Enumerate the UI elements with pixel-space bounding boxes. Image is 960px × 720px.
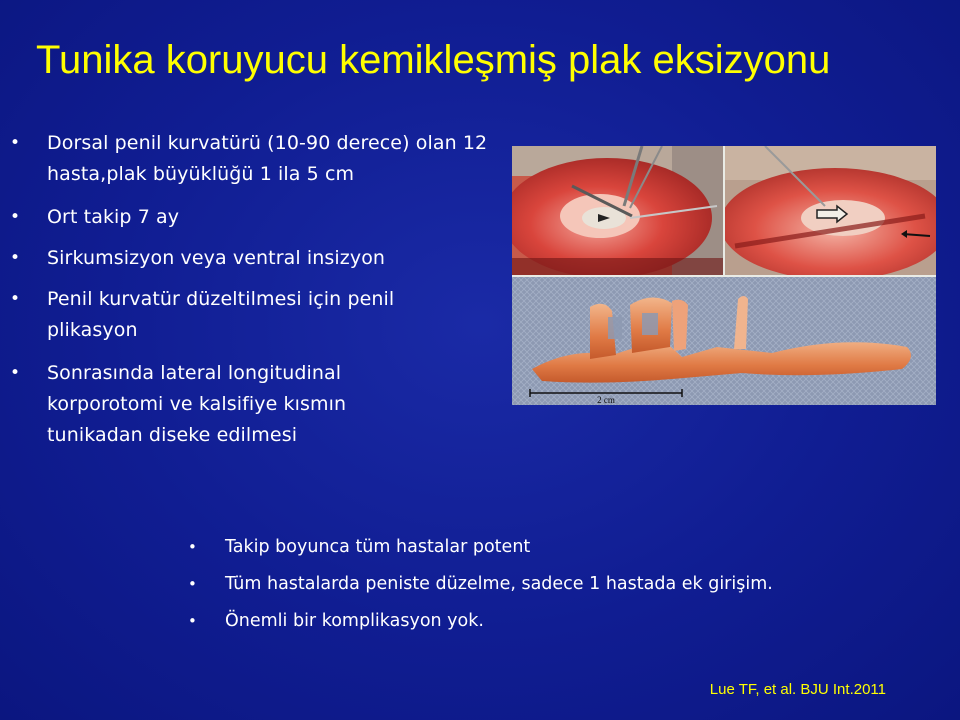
list-item (188, 569, 928, 599)
bullet-icon: • (188, 575, 197, 593)
slide-title: Tunika koruyucu kemikleşmiş plak eksizyonu (36, 38, 831, 82)
bullet-text: Sirkumsizyon veya ventral insizyon (47, 247, 386, 269)
photo-panel-specimen (512, 277, 936, 405)
bullet-text: Ort takip 7 ay (47, 206, 180, 228)
surgical-photo-figure (512, 146, 936, 405)
scale-label: 2 cm (597, 395, 615, 405)
list-item (10, 243, 510, 274)
bullet-text: Sonrasında lateral longitudinal korporotomi ve kalsifiye kısmın tunikadan diseke edilmesi (47, 362, 347, 446)
list-item (188, 532, 928, 562)
list-item (10, 202, 510, 233)
bullet-icon: • (10, 133, 21, 153)
exposure-photo (725, 146, 936, 275)
list-item (10, 284, 487, 346)
incision-photo (512, 146, 723, 275)
specimen-photo (512, 277, 936, 405)
outcome-bullet-list (188, 532, 928, 643)
bullet-text: Önemli bir komplikasyon yok. (225, 611, 484, 631)
photo-panel-incision (512, 146, 723, 275)
list-item (10, 358, 447, 451)
main-bullet-list (10, 128, 510, 463)
list-item (10, 128, 510, 190)
bullet-text: Dorsal penil kurvatürü (10-90 derece) olan 12 hasta,plak büyüklüğü 1 ila 5 cm (47, 132, 488, 185)
photo-panel-exposure (725, 146, 936, 275)
bullet-icon: • (10, 363, 21, 383)
bullet-icon: • (10, 289, 21, 309)
bullet-text: Tüm hastalarda peniste düzelme, sadece 1 hastada ek girişim. (225, 574, 773, 594)
bullet-icon: • (10, 248, 21, 268)
bullet-icon: • (188, 612, 197, 630)
citation: Lue TF, et al. BJU Int.2011 (709, 681, 886, 698)
bullet-text: Takip boyunca tüm hastalar potent (225, 537, 531, 557)
bullet-icon: • (10, 207, 21, 227)
bullet-icon: • (188, 538, 197, 556)
list-item (188, 606, 928, 636)
bullet-text: Penil kurvatür düzeltilmesi için penil plikasyon (47, 288, 395, 341)
